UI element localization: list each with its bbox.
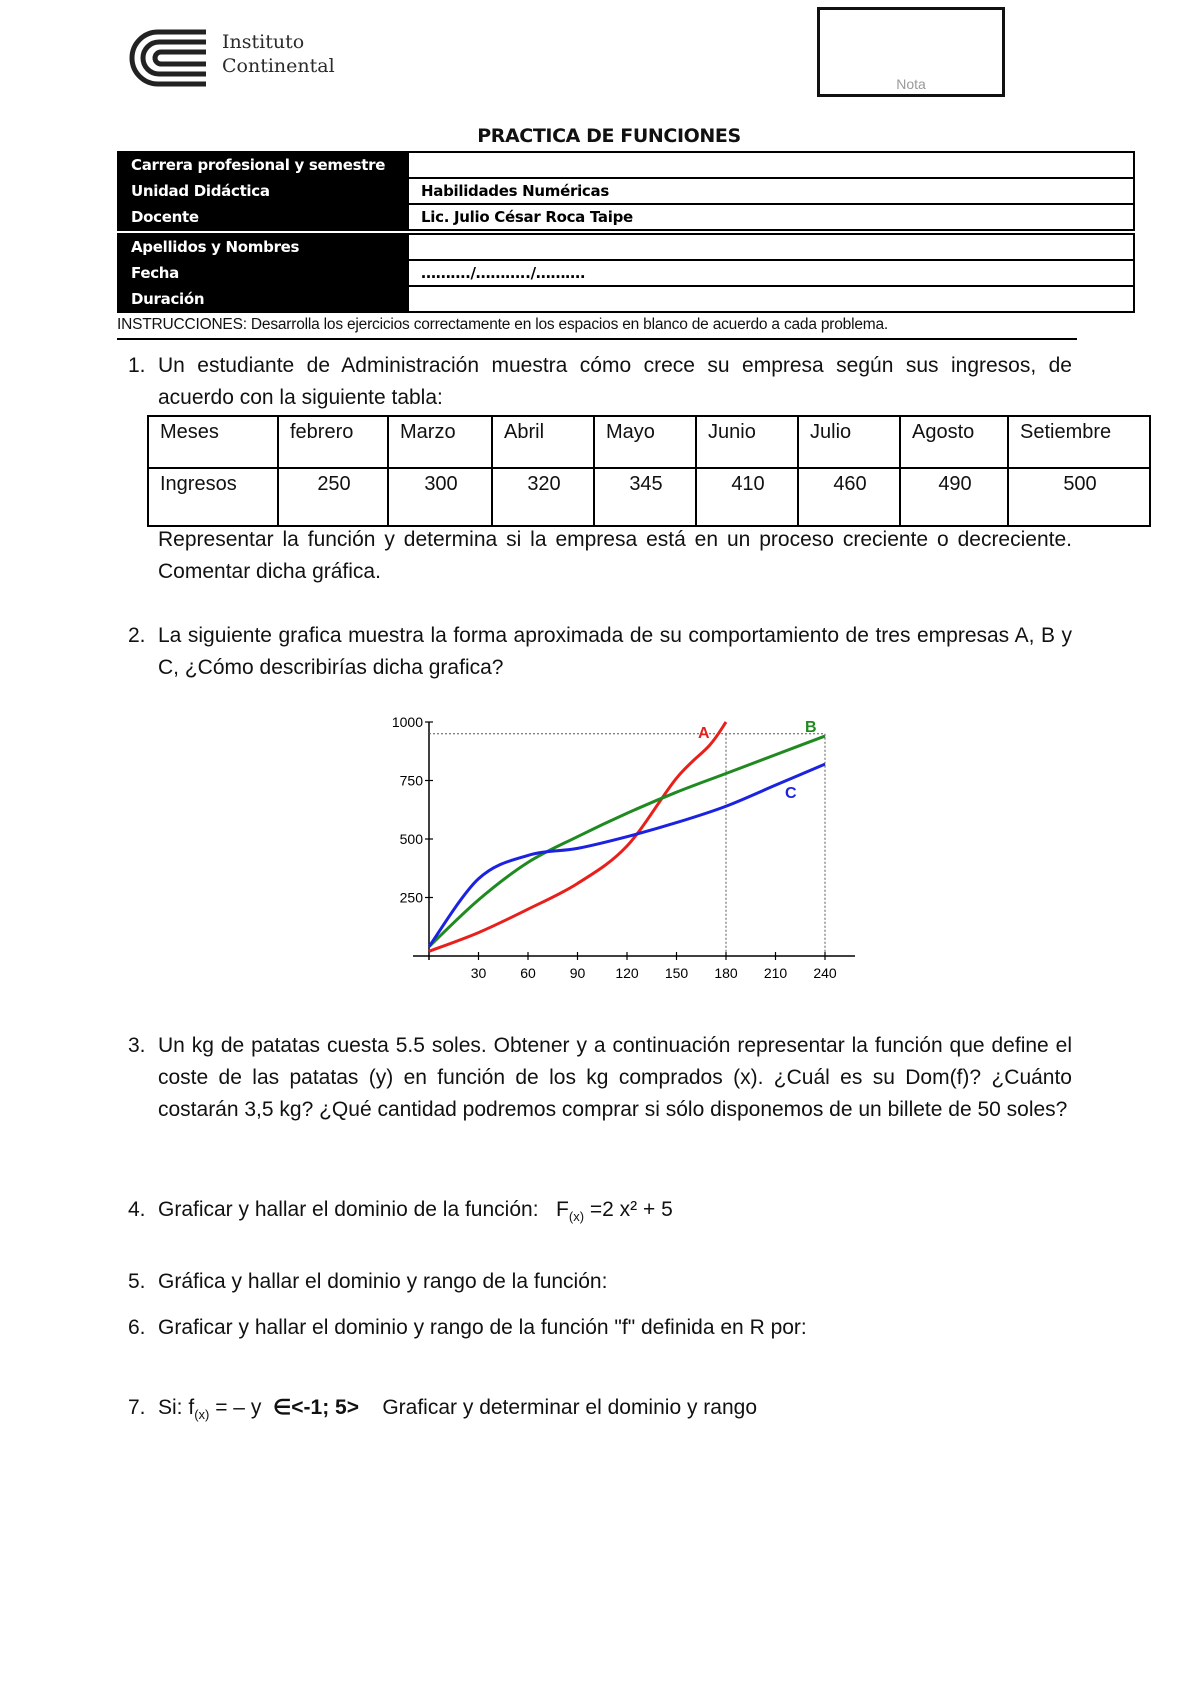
info-label: Carrera profesional y semestre [118, 152, 408, 178]
info-value[interactable]: ………./………../………. [408, 260, 1134, 286]
income-cell: 490 [900, 468, 1008, 526]
info-value: Lic. Julio César Roca Taipe [408, 204, 1134, 230]
question-1 [128, 350, 1072, 414]
question-7 [128, 1392, 1072, 1431]
formula-rest: =2 x² + 5 [589, 1198, 673, 1221]
companies-line-chart [389, 710, 889, 1000]
info-row [118, 152, 1134, 178]
x-tick-label: 210 [763, 965, 788, 981]
question-3 [128, 1030, 1072, 1126]
income-cell: 320 [492, 468, 594, 526]
x-tick-label: 240 [813, 965, 837, 981]
logo-line-1: Instituto [222, 31, 305, 53]
question-number: 1. [128, 354, 146, 377]
income-cell: 500 [1008, 468, 1150, 526]
question-number: 4. [128, 1198, 146, 1221]
grade-label: Nota [896, 76, 926, 92]
info-value[interactable] [408, 152, 1134, 178]
x-tick-label: 120 [615, 965, 639, 981]
series-label-a: A [698, 725, 710, 742]
question-number: 6. [128, 1316, 146, 1339]
formula-rest: = – y [215, 1396, 262, 1419]
question-2 [128, 620, 1072, 684]
logo-line-2: Continental [222, 55, 335, 77]
formula-f: Si: f [158, 1396, 195, 1419]
series-line-b [429, 736, 825, 947]
logo-text [222, 30, 335, 78]
question-text: Un estudiante de Administración muestra cómo crece su empresa según sus ingresos, de acuerdo con la siguiente tabla: [158, 354, 1072, 409]
question-text: Gráfica y hallar el dominio y rango de la función: [158, 1270, 608, 1293]
month-cell: Abril [492, 416, 594, 468]
month-cell: Julio [798, 416, 900, 468]
question-number: 2. [128, 624, 146, 647]
question-text: La siguiente grafica muestra la forma aproximada de su comportamiento de tres empresas A, B y C, ¿Cómo describirías dicha grafica? [158, 624, 1072, 679]
question-number: 7. [128, 1396, 146, 1419]
y-tick-label: 1000 [391, 714, 423, 730]
question-5 [128, 1266, 1072, 1298]
series-label-c: C [785, 785, 797, 803]
months-row [148, 416, 1150, 468]
page-title: PRACTICA DE FUNCIONES [477, 125, 741, 147]
info-value: Habilidades Numéricas [408, 178, 1134, 204]
student-info-table [117, 151, 1135, 313]
income-cell: 460 [798, 468, 900, 526]
month-cell: Setiembre [1008, 416, 1150, 468]
question-text: Representar la función y determina si la empresa está en un proceso creciente o decreciente. Comentar dicha gráfica. [158, 528, 1072, 583]
income-cell: 250 [278, 468, 388, 526]
divider [117, 338, 1077, 340]
series-label-b: B [805, 719, 817, 737]
info-row [118, 286, 1134, 312]
question-text-main: Graficar y determinar el dominio y rango [382, 1396, 758, 1419]
formula [556, 1198, 673, 1225]
month-cell: Marzo [388, 416, 492, 468]
formula-sub: (x) [194, 1407, 210, 1423]
x-tick-label: 60 [520, 965, 536, 981]
grade-box [817, 7, 1005, 97]
formula-sub: (x) [568, 1209, 585, 1225]
question-number: 3. [128, 1034, 146, 1057]
question-text [158, 1392, 1072, 1431]
info-value[interactable] [408, 286, 1134, 312]
x-tick-label: 180 [714, 965, 738, 981]
y-tick-label: 500 [399, 831, 423, 847]
question-4 [128, 1194, 1072, 1233]
info-row [118, 178, 1134, 204]
month-cell: Junio [696, 416, 798, 468]
month-cell: Agosto [900, 416, 1008, 468]
month-cell: Mayo [594, 416, 696, 468]
question-number: 5. [128, 1270, 146, 1293]
y-tick-label: 250 [399, 889, 423, 906]
info-row [118, 204, 1134, 230]
info-label: Duración [118, 286, 408, 312]
income-cell: 410 [696, 468, 798, 526]
info-row [118, 234, 1134, 260]
info-label: Docente [118, 204, 408, 230]
instructions: INSTRUCCIONES: Desarrolla los ejercicios correctamente en los espacios en blanco de acuerdo a cada problema. [117, 316, 888, 333]
income-cell: 300 [388, 468, 492, 526]
row-header: Ingresos [148, 468, 278, 526]
x-tick-label: 90 [569, 965, 586, 981]
row-header: Meses [148, 416, 278, 468]
info-label: Unidad Didáctica [118, 178, 408, 204]
x-tick-label: 30 [470, 965, 487, 981]
question-text: Un kg de patatas cuesta 5.5 soles. Obtener y a continuación representar la función que define el coste de las patatas (y) en función de los kg comprados (x). ¿Cuál es su Dom(f)? ¿Cuánto costarán 3,5 kg? ¿Qué cantidad podremos comprar si sólo disponemos de un billete de 50 soles? [158, 1034, 1072, 1121]
question-text [158, 1194, 1072, 1233]
question-1-task [128, 524, 1072, 588]
formula-f: F [556, 1198, 569, 1221]
incomes-row [148, 468, 1150, 526]
month-cell: febrero [278, 416, 388, 468]
question-6 [128, 1312, 1072, 1344]
series-line-c [429, 764, 825, 947]
income-table [147, 415, 1151, 527]
question-text: Graficar y hallar el dominio y rango de la función "f" definida en R por: [158, 1316, 807, 1339]
info-label: Apellidos y Nombres [118, 234, 408, 260]
info-label: Fecha [118, 260, 408, 286]
income-cell: 345 [594, 468, 696, 526]
info-row [118, 260, 1134, 286]
info-value[interactable] [408, 234, 1134, 260]
x-tick-label: 150 [664, 965, 689, 981]
formula-interval: ∈<-1; 5> [273, 1396, 359, 1419]
y-tick-label: 750 [399, 772, 423, 789]
question-text-main: Graficar y hallar el dominio de la función: [158, 1198, 539, 1221]
